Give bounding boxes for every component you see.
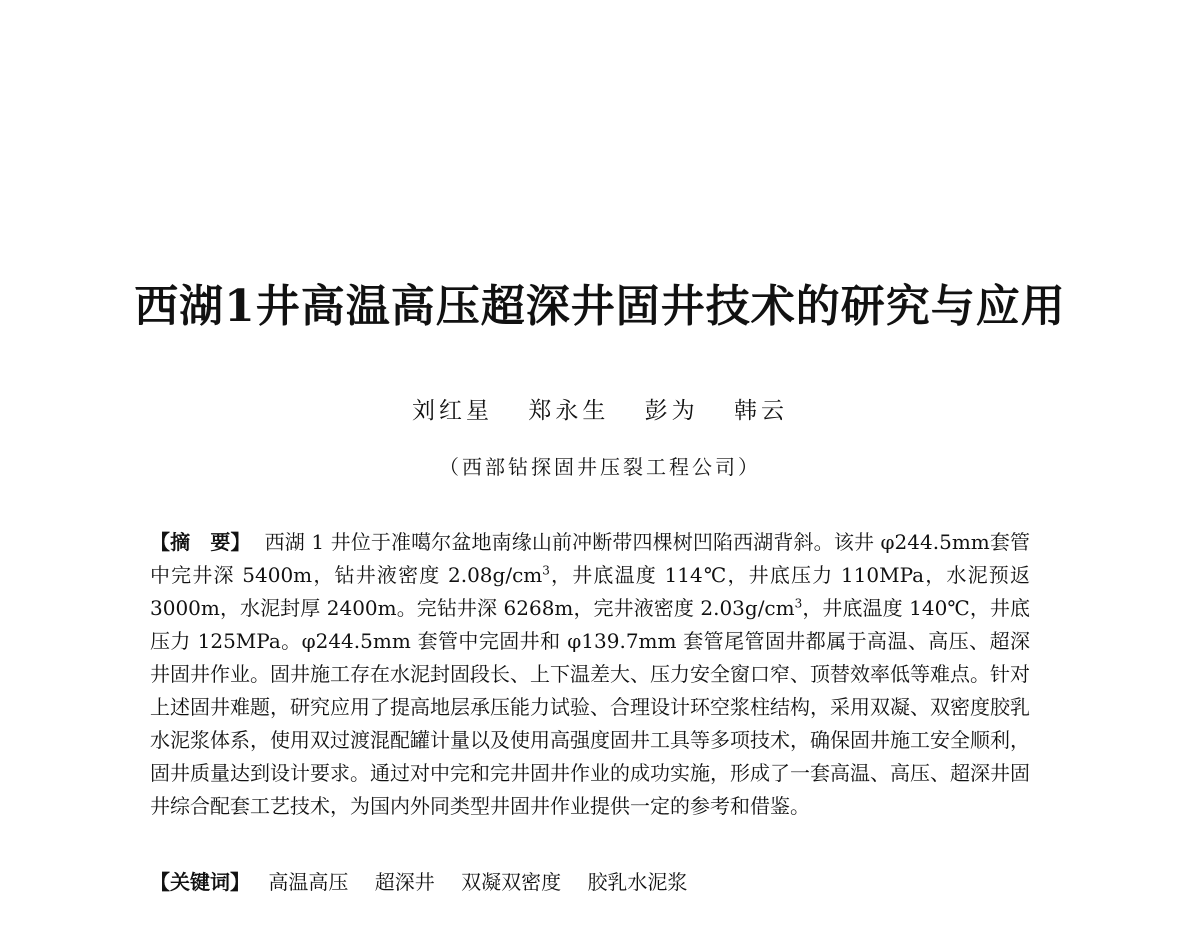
abstract-text: ，井底温度 140℃，井底压力 125MPa。φ244.5mm 套管中完固井和 φ139.7mm 套管尾管固井都属于高温、高压、超深井固井作业。固井施工存在水泥封固段长、上下温差大、压力安全窗口窄、顶替效率低等难点。针对上述固井难题，研究应用了提高地层承压能力试验、合理设计环空浆柱结构，采用双凝、双密度胶乳水泥浆体系，使用双过渡混配罐计量以及使用高强度固井工具等多项技术，确保固井施工安全顺利，固井质量达到设计要求。通过对中完和完井固井作业的成功实施，形成了一套高温、高压、超深井固井综合配套工艺技术，为国内外同类型井固井作业提供一定的参考和借鉴。 xyxy=(150,596,1031,818)
abstract-text: ，井底温度 114℃，井底压力 110MPa，水泥预返 3000m，水泥封厚 2400m。完钻井深 6268m，完井液密度 2.03g/cm xyxy=(150,563,1030,620)
affiliation: （西部钻探固井压裂工程公司） xyxy=(439,455,761,479)
author-list xyxy=(0,394,1200,428)
keyword: 胶乳水泥浆 xyxy=(587,870,688,894)
paper-title: 西湖1井高温高压超深井固井技术的研究与应用 xyxy=(134,281,1066,333)
abstract-label: 【摘 要】 xyxy=(150,530,251,554)
keywords-label: 【关键词】 xyxy=(150,870,250,894)
author-name: 郑永生 xyxy=(528,398,610,424)
keyword: 超深井 xyxy=(374,870,435,894)
abstract xyxy=(150,526,1030,823)
superscript: 3 xyxy=(542,563,550,578)
author-name: 韩云 xyxy=(733,398,788,424)
author-name: 刘红星 xyxy=(412,398,494,424)
abstract-text: 西湖 1 井位于准噶尔盆地南缘山前冲断带四棵树凹陷西湖背斜。该井 φ244.5mm套管中完井深 5400m，钻井液密度 2.08g/cm xyxy=(150,530,1031,587)
keyword: 高温高压 xyxy=(268,870,349,894)
author-name: 彭为 xyxy=(644,398,699,424)
keyword: 双凝双密度 xyxy=(461,870,562,894)
superscript: 3 xyxy=(794,596,803,611)
keywords xyxy=(150,866,1030,899)
